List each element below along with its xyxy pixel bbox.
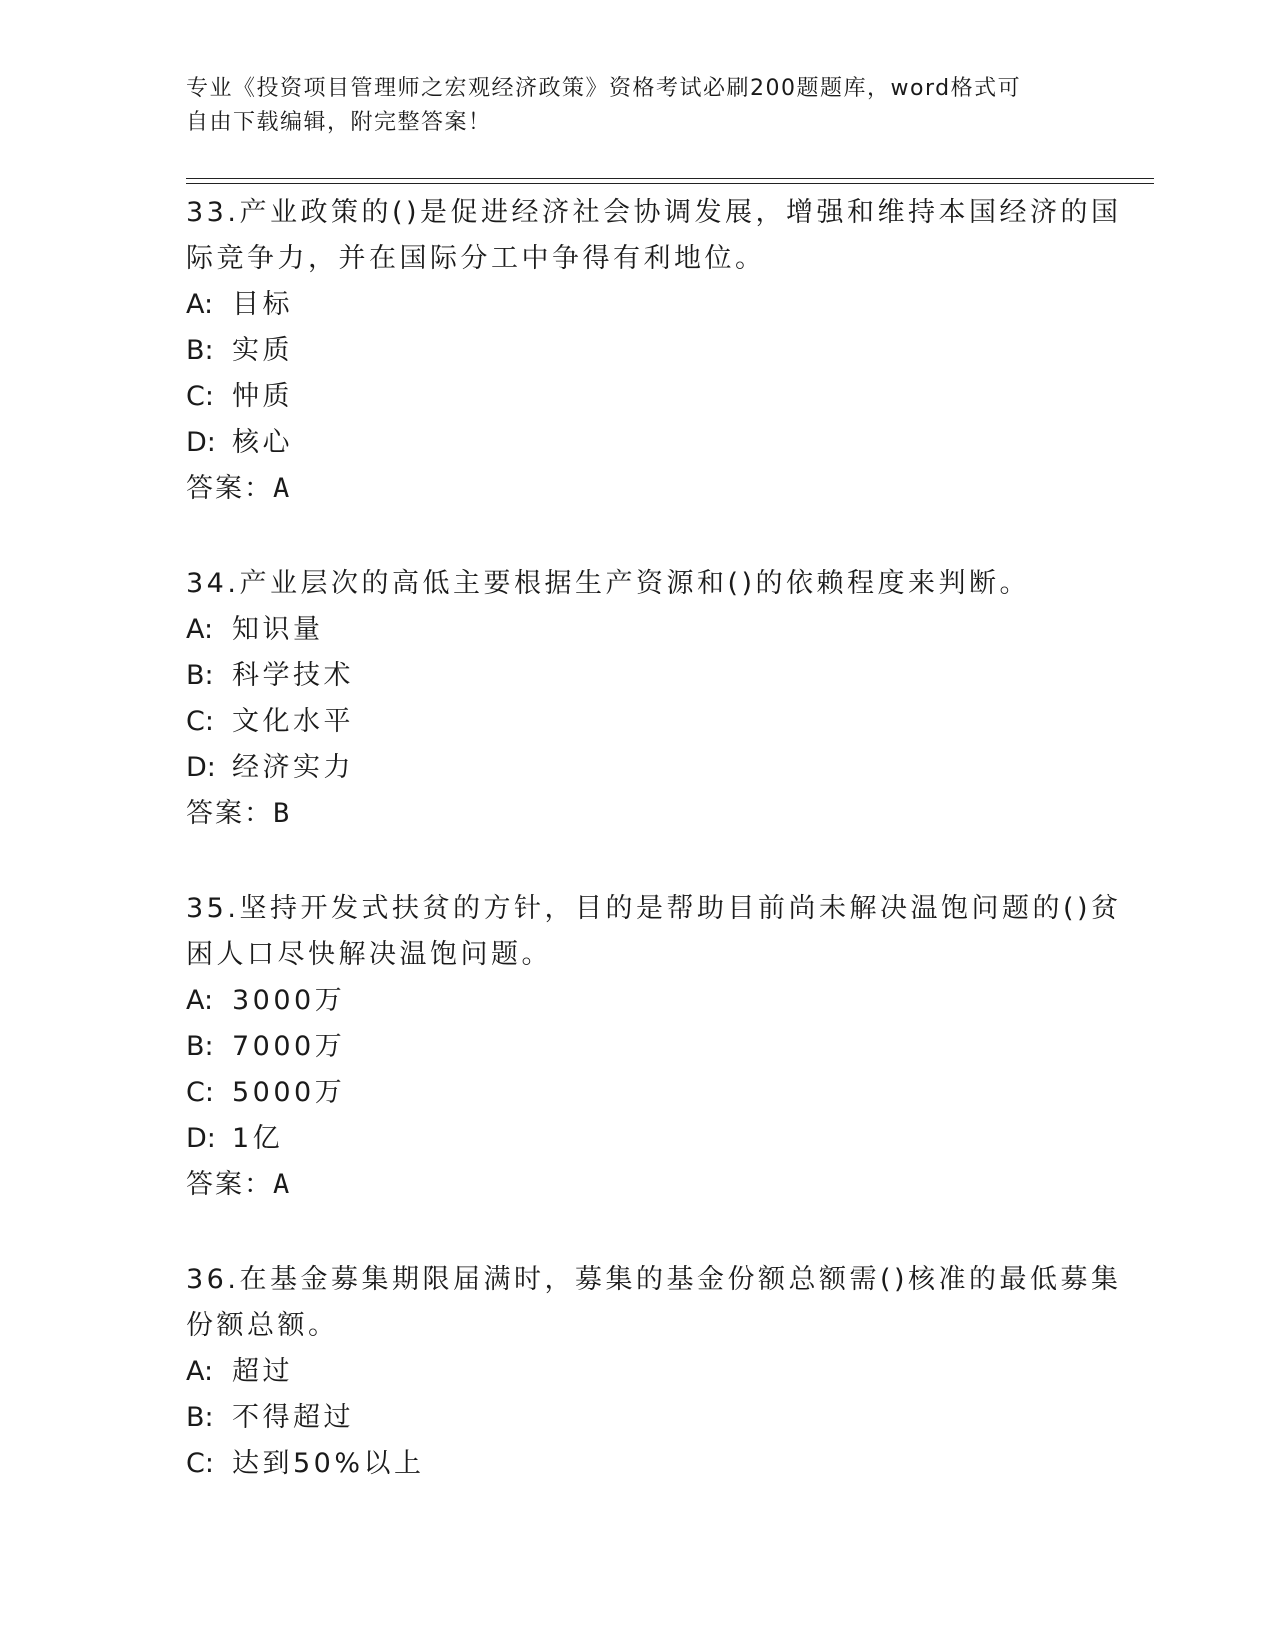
- option-key: C:: [186, 381, 214, 412]
- option-key: C:: [186, 706, 214, 737]
- answer-line: [186, 1162, 1146, 1208]
- option-text: 忡质: [232, 381, 293, 412]
- option-b: [186, 1395, 1146, 1441]
- option-a: [186, 978, 1146, 1024]
- option-key: D:: [186, 1123, 216, 1154]
- header-line-2: 自由下载编辑，附完整答案！: [186, 110, 492, 135]
- option-a: [186, 282, 1146, 328]
- stem-line: 困人口尽快解决温饱问题。: [186, 939, 552, 970]
- question-35: [186, 886, 1146, 1208]
- answer-label: 答案：: [186, 1169, 273, 1200]
- option-b: [186, 653, 1146, 699]
- stem-line: 33.产业政策的()是促进经济社会协调发展，增强和维持本国经济的国: [186, 197, 1122, 228]
- option-text: 知识量: [232, 614, 324, 645]
- answer-label: 答案：: [186, 473, 273, 504]
- option-text: 5000万: [232, 1077, 346, 1108]
- answer-value: A: [273, 473, 292, 504]
- header-divider-top: [186, 178, 1154, 179]
- option-key: C:: [186, 1448, 214, 1479]
- option-text: 超过: [232, 1356, 293, 1387]
- answer-value: A: [273, 1169, 292, 1200]
- option-text: 目标: [232, 289, 293, 320]
- stem-line: 份额总额。: [186, 1310, 339, 1341]
- option-d: [186, 745, 1146, 791]
- option-key: B:: [186, 1031, 214, 1062]
- option-text: 文化水平: [232, 706, 354, 737]
- option-a: [186, 607, 1146, 653]
- header-divider-bottom: [186, 183, 1154, 184]
- question-stem: [186, 886, 1122, 978]
- option-c: [186, 374, 1146, 420]
- question-stem: [186, 190, 1122, 282]
- question-36: [186, 1257, 1146, 1487]
- option-a: [186, 1349, 1146, 1395]
- option-key: A:: [186, 985, 214, 1016]
- option-text: 1亿: [232, 1123, 284, 1154]
- answer-line: [186, 791, 1146, 837]
- option-key: A:: [186, 289, 214, 320]
- stem-line: 35.坚持开发式扶贫的方针，目的是帮助目前尚未解决温饱问题的()贫: [186, 893, 1122, 924]
- option-key: B:: [186, 1402, 214, 1433]
- answer-label: 答案：: [186, 798, 273, 829]
- option-text: 经济实力: [232, 752, 354, 783]
- question-stem: [186, 561, 1076, 607]
- stem-line: 际竞争力，并在国际分工中争得有利地位。: [186, 243, 766, 274]
- question-list: [186, 190, 1146, 1536]
- option-d: [186, 420, 1146, 466]
- option-b: [186, 328, 1146, 374]
- option-text: 7000万: [232, 1031, 346, 1062]
- option-text: 核心: [232, 427, 293, 458]
- option-text: 科学技术: [232, 660, 354, 691]
- option-key: C:: [186, 1077, 214, 1108]
- option-key: D:: [186, 752, 216, 783]
- option-text: 实质: [232, 335, 293, 366]
- answer-line: [186, 466, 1146, 512]
- option-c: [186, 1441, 1146, 1487]
- stem-line: 36.在基金募集期限届满时，募集的基金份额总额需()核准的最低募集: [186, 1264, 1122, 1295]
- option-key: B:: [186, 660, 214, 691]
- option-key: A:: [186, 614, 214, 645]
- question-stem: [186, 1257, 1122, 1349]
- option-c: [186, 699, 1146, 745]
- document-header: [186, 72, 1066, 140]
- option-text: 达到50%以上: [232, 1448, 425, 1479]
- option-b: [186, 1024, 1146, 1070]
- question-34: [186, 561, 1146, 837]
- header-line-1: 专业《投资项目管理师之宏观经济政策》资格考试必刷200题题库，word格式可: [186, 76, 1022, 101]
- option-text: 3000万: [232, 985, 346, 1016]
- option-key: D:: [186, 427, 216, 458]
- option-text: 不得超过: [232, 1402, 354, 1433]
- option-key: B:: [186, 335, 214, 366]
- answer-value: B: [273, 798, 292, 829]
- question-33: [186, 190, 1146, 512]
- stem-line: 34.产业层次的高低主要根据生产资源和()的依赖程度来判断。: [186, 568, 1031, 599]
- option-d: [186, 1116, 1146, 1162]
- option-c: [186, 1070, 1146, 1116]
- option-key: A:: [186, 1356, 214, 1387]
